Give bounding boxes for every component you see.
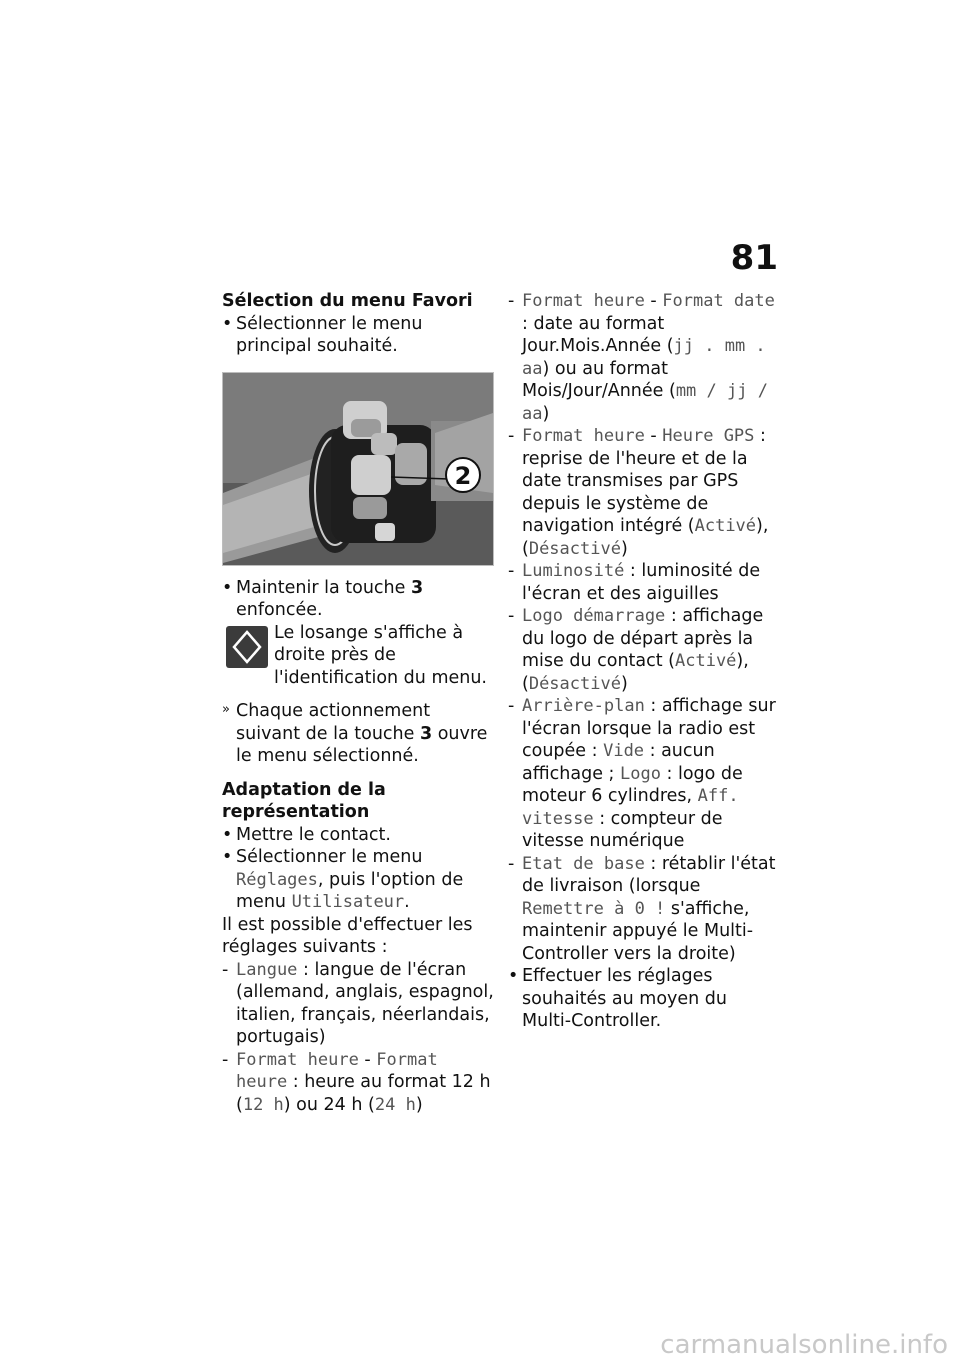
dash-item-format-date: - Format heure - Format date : date au format Jour.Mois.Année (jj . mm . aa) ou au format Mois/Jour/Année (mm / jj / aa) — [508, 291, 775, 424]
dash-item-luminosite: - Luminosité : luminosité de l'écran et des aiguilles — [508, 561, 761, 604]
section-heading-favori: Sélection du menu Favori — [222, 291, 473, 311]
bullet-item: • Sélectionner le menu Réglages, puis l'option de menu Utilisateur. — [222, 847, 464, 912]
watermark: carmanualsonline.info — [660, 1329, 948, 1360]
result-item: » Chaque actionnement suivant de la touche 3 ouvre le menu sélectionné. — [222, 701, 488, 766]
diamond-icon — [226, 626, 268, 668]
section-heading-representation: Adaptation de la représentation — [222, 779, 386, 822]
dash-item-format-heure: - Format heure - Format heure : heure au format 12 h (12 h) ou 24 h (24 h) — [222, 1049, 491, 1115]
dash-item-langue: - Langue : langue de l'écran (allemand, anglais, espagnol, italien, français, néerlandais, portugais) — [222, 959, 494, 1047]
bullet-item: • Sélectionner le menu principal souhaité. — [222, 313, 423, 356]
page-number: 81 — [730, 238, 778, 278]
note-text: Le losange s'affiche à droite près de l'identification du menu. — [274, 622, 487, 688]
handlebar-switch-illustration — [223, 373, 493, 565]
dash-item-logo-demarrage: - Logo démarrage : affichage du logo de départ après la mise du contact (Activé), (Désactivé) — [508, 606, 764, 694]
figure-callout-label: 2 — [454, 461, 472, 490]
note-block — [226, 622, 494, 690]
dash-item-heure-gps: - Format heure - Heure GPS : reprise de l'heure et de la date transmises par GPS depuis le système de navigation intégré (Activé), (Désactivé) — [508, 426, 769, 559]
handlebar-switch-figure — [222, 372, 494, 566]
dash-item-etat-de-base: - Etat de base : rétablir l'état de livraison (lorsque Remettre à 0 ! s'affiche, maintenir appuyé le Multi-Controller vers la droite) — [508, 853, 776, 964]
left-column — [222, 290, 494, 1116]
bullet-item: • Maintenir la touche 3 enfoncée. — [222, 577, 424, 620]
bullet-item: • Effectuer les réglages souhaités au moyen du Multi-Controller. — [508, 966, 728, 1031]
right-column — [508, 290, 778, 1033]
bullet-item: • Mettre le contact. — [222, 824, 391, 845]
settings-intro: Il est possible d'effectuer les réglages suivants : — [222, 914, 473, 957]
dash-item-arriere-plan: - Arrière-plan : affichage sur l'écran lorsque la radio est coupée : Vide : aucun affichage ; Logo : logo de moteur 6 cylindres, Aff. vitesse : compteur de vitesse numérique — [508, 696, 776, 851]
